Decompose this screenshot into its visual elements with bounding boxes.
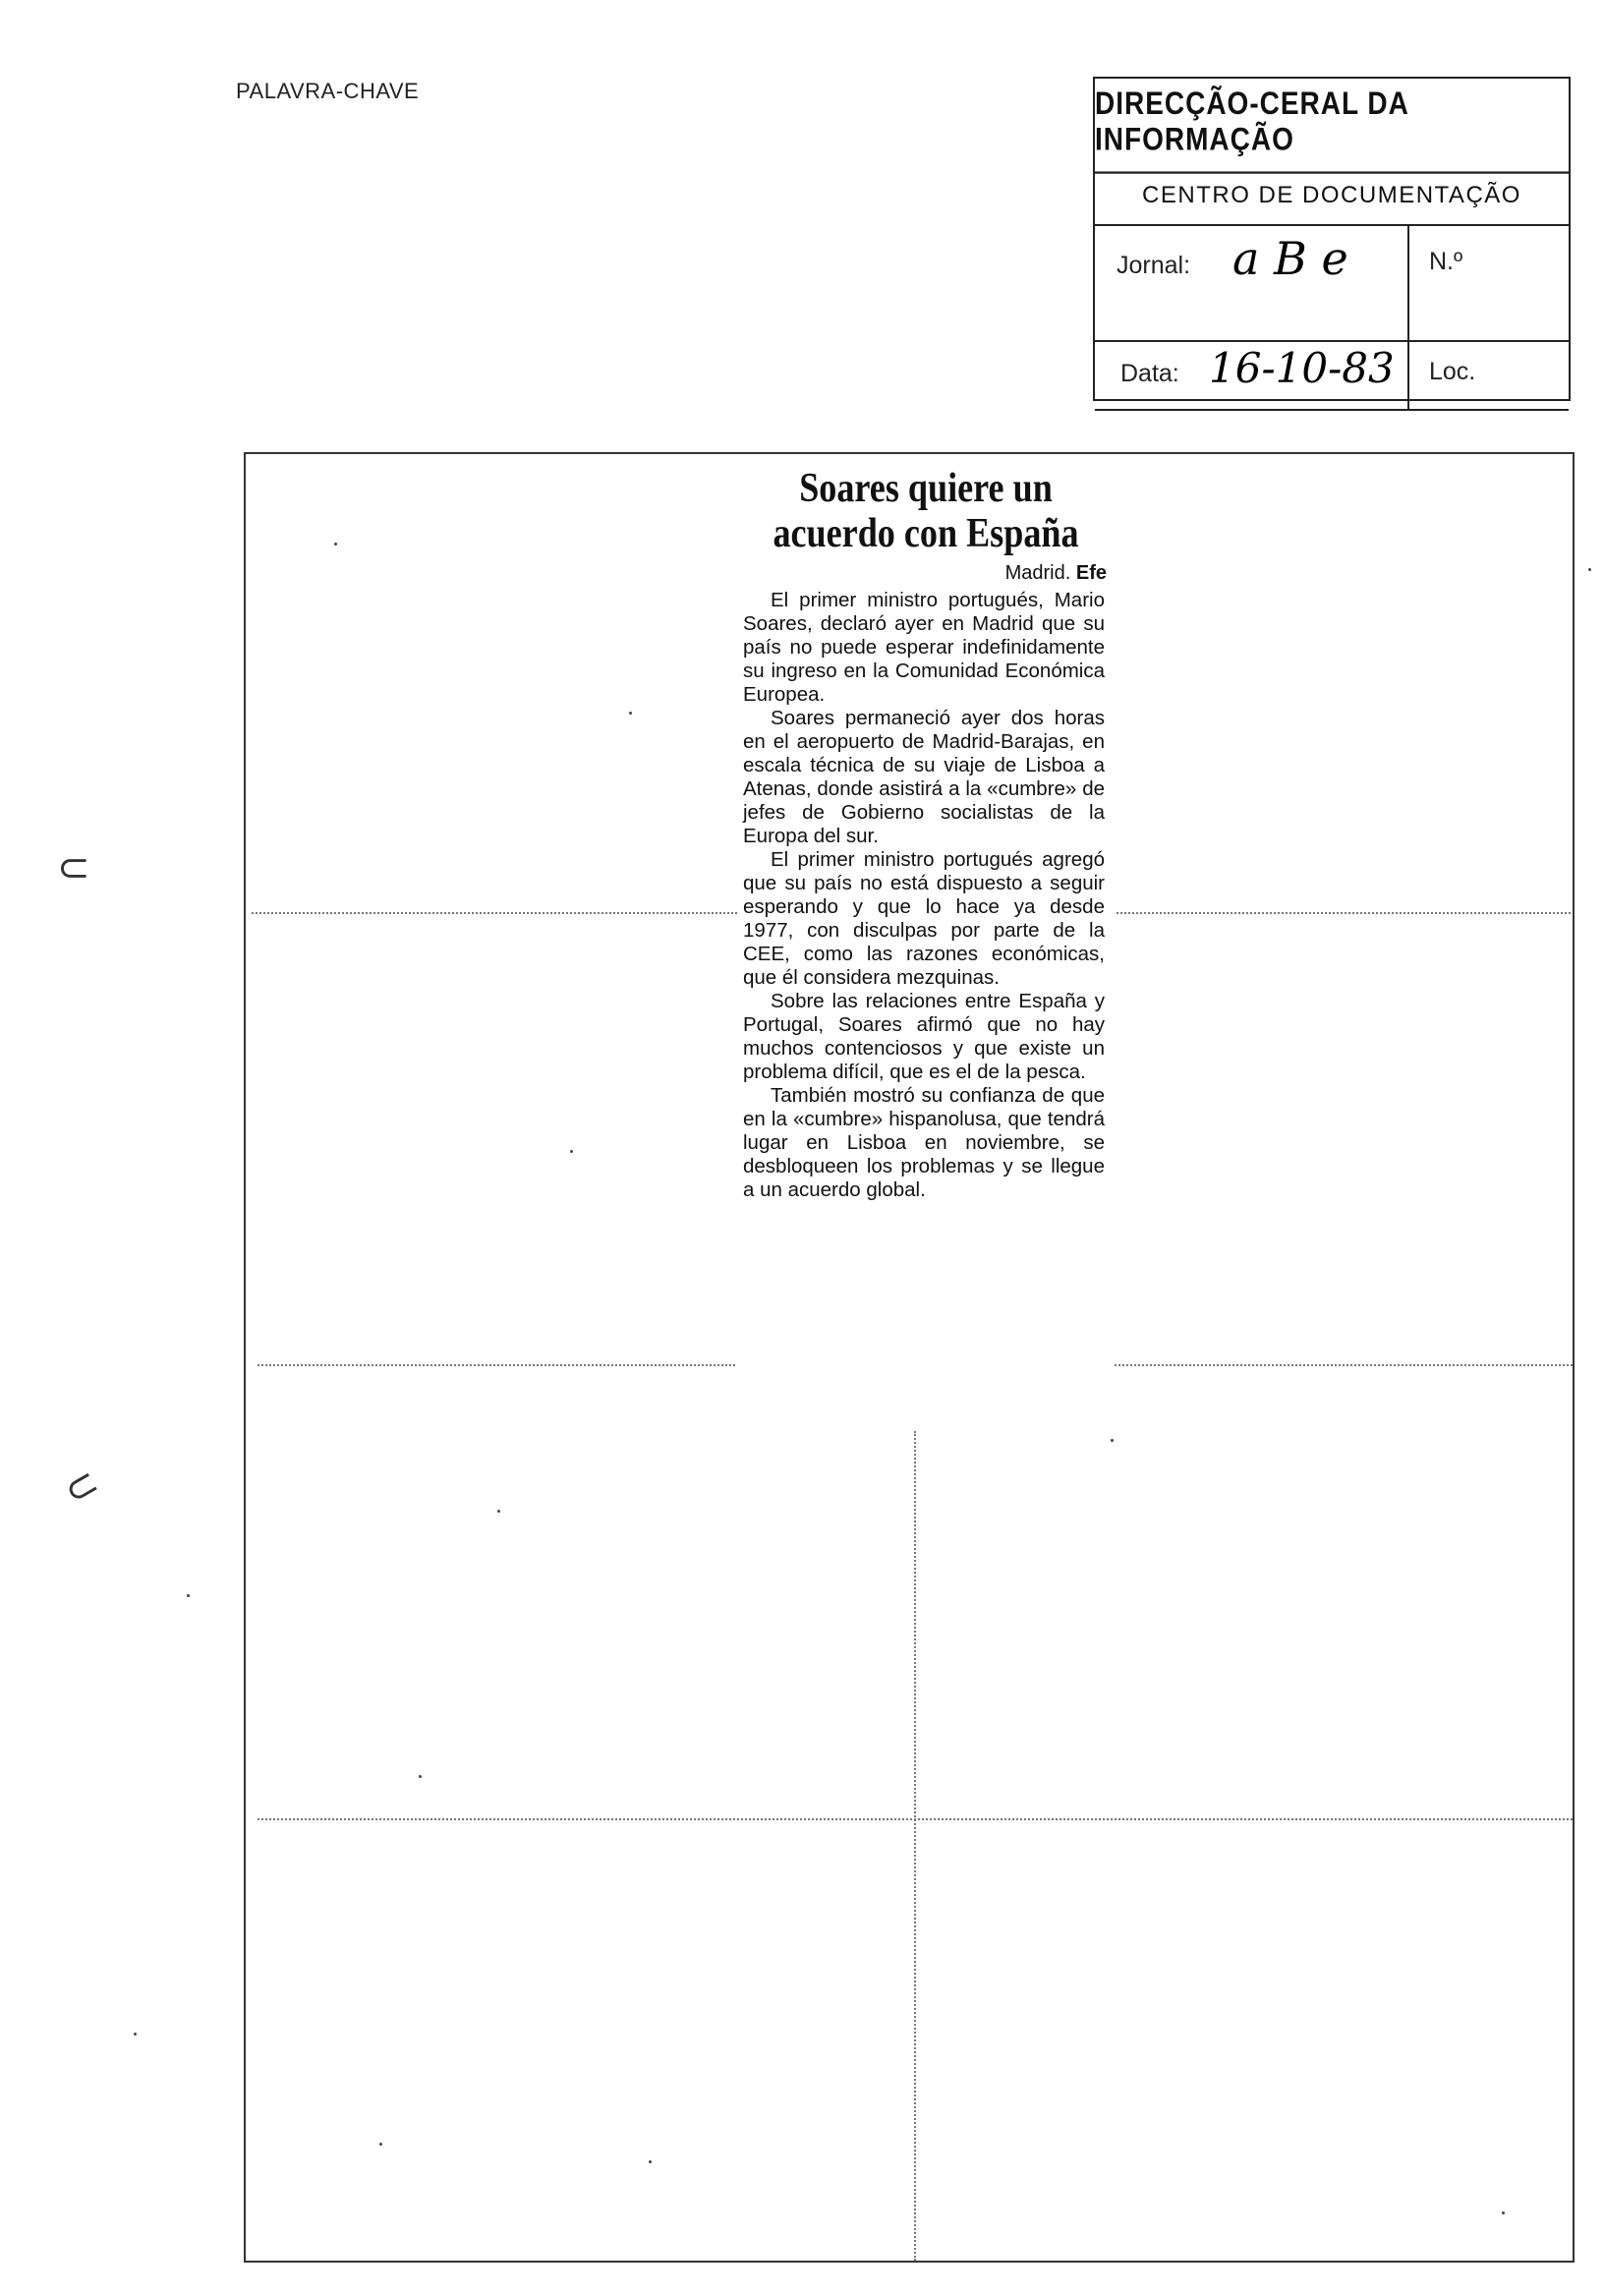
scan-speck — [1502, 2211, 1505, 2214]
article-byline — [737, 562, 1115, 585]
article-paragraph: Sobre las relaciones entre España y Portugal, Soares afirmó que no hay muchos contenciosos y que existe un problema difícil, que es el de la pesca. — [743, 990, 1105, 1083]
jornal-value: a B e — [1232, 232, 1348, 285]
article-paragraph: El primer ministro portugués agregó que su país no está dispuesto a seguir esperando y que lo hace ya desde 1977, con disculpas por parte de la CEE, como las razones económicas, que él considera mezquinas. — [743, 848, 1105, 989]
stamp-title: DIRECÇÃO-CERAL DA INFORMAÇÃO — [1095, 72, 1569, 174]
article-body — [737, 585, 1115, 1202]
scan-speck — [1588, 568, 1591, 571]
scan-speck — [1111, 1439, 1114, 1442]
stamp-subtitle: CENTRO DE DOCUMENTAÇÃO — [1095, 167, 1569, 226]
article-paragraph: El primer ministro portugués, Mario Soares, declaró ayer en Madrid que su país no puede esperar indefinidamente su ingreso en la Comunidad Económica Europea. — [743, 589, 1105, 706]
punch-hole-mark: ⊂ — [55, 1459, 107, 1516]
scan-speck — [629, 712, 632, 715]
scan-speck — [649, 2160, 652, 2163]
article-paragraph: Soares permaneció ayer dos horas en el aeropuerto de Madrid-Barajas, en escala técnica de su viaje de Lisboa a Atenas, donde asistirá a la «cumbre» de jefes de Gobierno socialistas de la Europa del sur. — [743, 707, 1105, 847]
newspaper-clipping — [737, 454, 1115, 1431]
article-headline — [764, 466, 1088, 556]
jornal-label: Jornal: — [1117, 252, 1191, 279]
stamp-data-row — [1095, 340, 1569, 403]
scan-speck — [570, 1150, 573, 1153]
byline-place: Madrid. — [1004, 562, 1071, 584]
data-label: Data: — [1120, 360, 1179, 387]
scan-speck — [187, 1594, 190, 1597]
keyword-label: PALAVRA-CHAVE — [236, 79, 420, 103]
byline-agency: Efe — [1075, 562, 1107, 584]
headline-line-2: acuerdo con España — [773, 511, 1079, 556]
article-paragraph: También mostró su confianza de que en la «cumbre» hispanolusa, que tendrá lugar en Lisboa en noviembre, se desbloqueen los problemas y se llegue a un acuerdo global. — [743, 1084, 1105, 1201]
scan-speck — [379, 2143, 382, 2146]
headline-line-1: Soares quiere un — [799, 466, 1053, 511]
scan-speck — [134, 2033, 137, 2036]
scan-speck — [497, 1510, 500, 1513]
scan-speck — [334, 543, 337, 545]
loc-label: Loc. — [1429, 358, 1476, 385]
punch-hole-mark: ⊂ — [57, 845, 90, 890]
data-value: 16-10-83 — [1209, 344, 1395, 392]
documentation-stamp — [1093, 77, 1571, 401]
numero-label: N.º — [1429, 248, 1463, 275]
grid-line — [914, 1431, 916, 2261]
scan-speck — [419, 1775, 422, 1778]
stamp-divider-2 — [1407, 342, 1409, 403]
